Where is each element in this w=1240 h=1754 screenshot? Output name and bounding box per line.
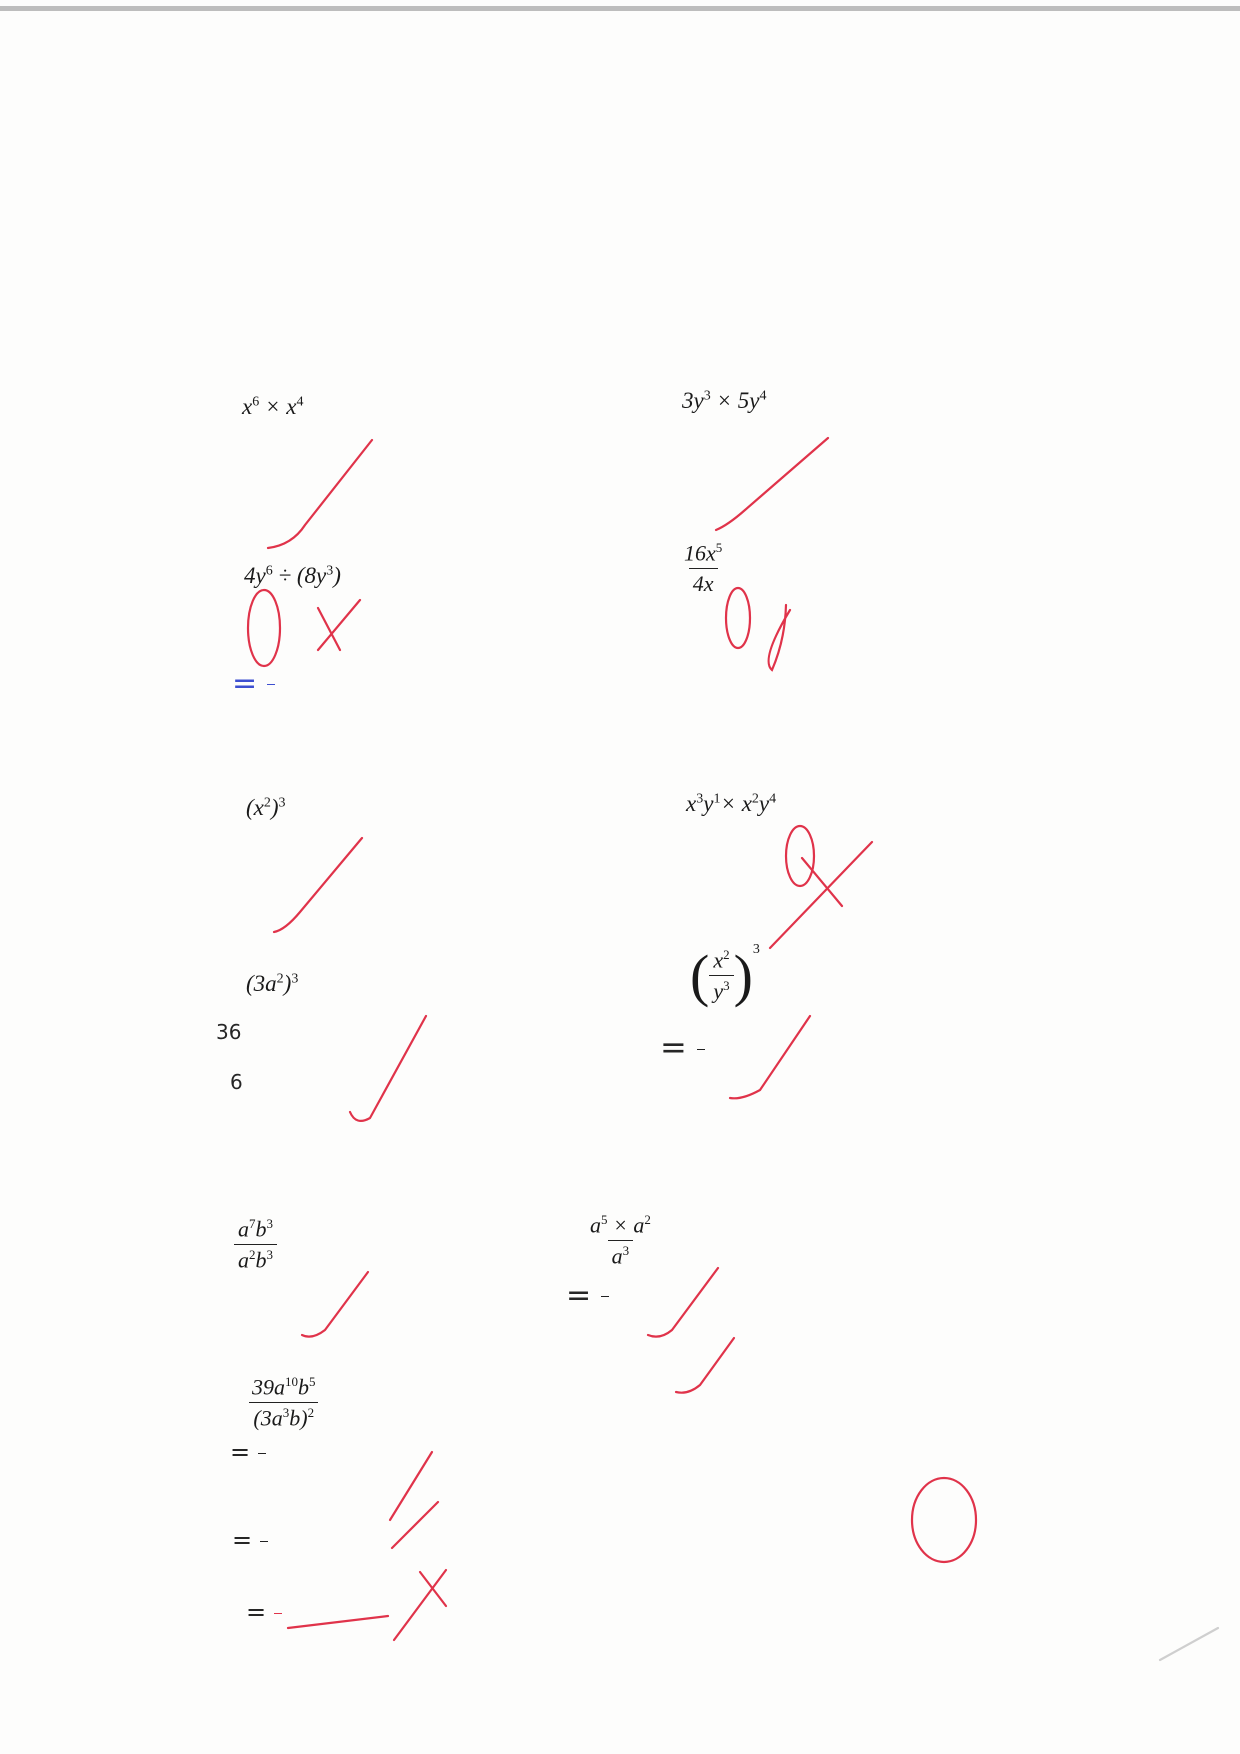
underline-mark — [288, 1616, 388, 1628]
error-circle — [786, 826, 814, 886]
q2b-expression: $x^3y^1\times x^2y^4$ — [686, 791, 777, 816]
q1c-expression: $4y^6 \div (8y^3)$ — [244, 563, 341, 588]
tick-mark — [274, 838, 362, 932]
q1d-expression: $\frac{16x^5}{4x}$ — [684, 540, 723, 597]
tick-mark — [392, 1502, 438, 1548]
q3b-step1: = — [566, 1278, 609, 1313]
tick-mark — [716, 438, 828, 530]
error-circle — [726, 588, 750, 648]
cross-mark — [770, 842, 872, 948]
q3c-step2: = — [232, 1526, 268, 1554]
tick-mark — [302, 1272, 368, 1337]
pen-stroke — [1160, 1628, 1218, 1660]
tick-mark — [648, 1268, 718, 1337]
q2c-expression: $(3a^2)^3$ — [246, 971, 299, 996]
q3a-expression: $\frac{a^7b^3}{a^2b^3}$ — [234, 1216, 277, 1274]
cross-mark — [394, 1570, 446, 1640]
q1c-correction: = — [232, 666, 275, 701]
q2c-step1: 36 — [216, 1020, 242, 1044]
q3b-expression: $\frac{a^5 \times a^2}{a^3}$ — [590, 1212, 651, 1269]
cross-mark — [318, 600, 360, 650]
q2d-answer: = — [660, 1028, 705, 1066]
tick-mark — [268, 440, 372, 548]
q3c-step3: = — [246, 1598, 282, 1626]
error-circle — [248, 590, 280, 666]
q1a-expression: $x^6 \times x^4$ — [242, 394, 304, 419]
q2a-expression: $(x^2)^3$ — [246, 795, 286, 820]
scan-edge — [0, 6, 1240, 11]
q2c-step2: 6 — [230, 1070, 243, 1094]
q3c-step1: = — [230, 1438, 266, 1466]
loop-mark — [769, 605, 790, 670]
q1b-expression: $3y^3 \times 5y^4$ — [682, 388, 767, 413]
tick-mark — [350, 1016, 426, 1121]
tick-mark — [730, 1016, 810, 1098]
tick-mark — [676, 1338, 734, 1393]
total-circle — [912, 1478, 976, 1562]
q3c-expression: $\frac{39a^{10}b^5}{(3a^3b)^2}$ — [248, 1374, 320, 1432]
tick-mark — [390, 1452, 432, 1520]
q2d-expression: ( $\frac{x^2}{y^3}$ )$^3$ — [690, 942, 760, 1008]
